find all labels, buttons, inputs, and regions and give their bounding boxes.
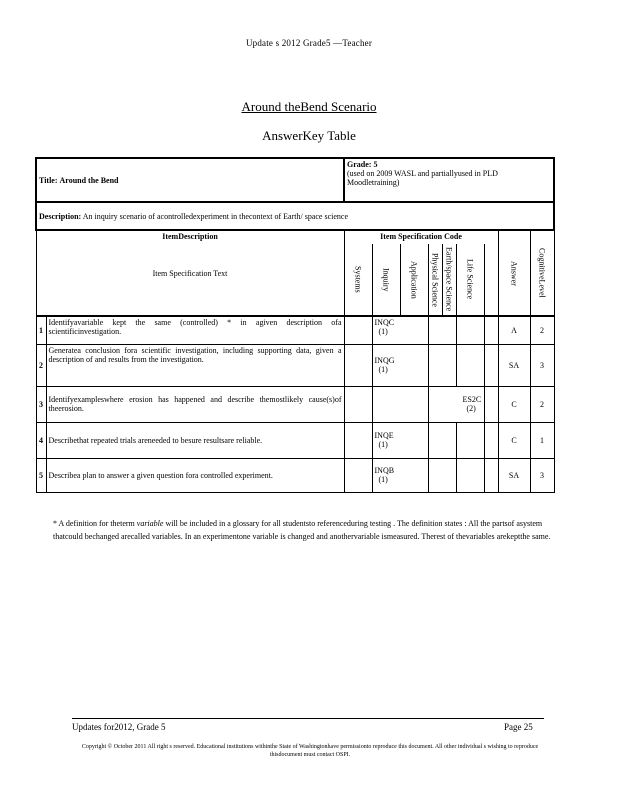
code-col-inquiry: Inquiry [372,244,400,316]
table-row [36,458,554,492]
row-life-cell [484,344,498,386]
row-answer: C [498,386,530,422]
row-life-cell [484,458,498,492]
row-earth-cell [456,344,484,386]
description-cell [36,202,554,230]
page-number: Page 25 [504,722,533,732]
row-physical-cell [428,458,456,492]
footer-rule [72,718,544,719]
grade-value: 5 [373,160,378,169]
row-systems-cell [344,422,372,458]
row-number: 4 [36,422,46,458]
row-physical-cell [428,316,456,344]
title-value: Around the Bend [59,175,119,185]
row-systems-cell [344,458,372,492]
row-number: 1 [36,316,46,344]
row-life-cell [484,316,498,344]
table-row [36,316,554,344]
row-number: 2 [36,344,46,386]
row-spec-text: Generatea conclusion fora scientific investigation, including supporting data, given a description of and results from the investigation. [46,344,344,386]
variable-definition-note: * A definition for theterm variable will be included in a glossary for all studentsto referenceduring testing . The definition states : All the partsof asystem thatcould bechanged arecalled variables. In an experimentone variable is changed and anothervariable ismeasured. Therest of thevariables arekeptthe same. [53,519,551,541]
table-row [36,386,554,422]
row-spec-text: Identifyavariable kept the same (controlled) * in agiven description ofa scientificinvestigation. [46,316,344,344]
row-level: 2 [530,386,554,422]
row-physical-cell [428,344,456,386]
row-number: 5 [36,458,46,492]
variable-term: variable [136,519,164,528]
row-answer: C [498,422,530,458]
running-header: Update s 2012 Grade5 —Teacher [245,38,373,48]
answer-header: Answer [498,230,530,316]
row-code-cell: INQC (1) [372,316,428,344]
code-col-earth-space-science: Earth/space Science [442,244,456,316]
grade-cell [344,158,554,202]
document-title: Around theBend Scenario [241,99,377,114]
table-row [36,422,554,458]
copyright-notice: Copyright © October 2011 All right s reserved. Educational institutions withinthe State of Washingtonhave permissionto reproduce this document. All other individual s wishing to reproduce thisdocument must contact OSPI. [81,744,539,758]
document-subtitle: AnswerKey Table [262,128,356,143]
code-col-application: Application [400,244,428,316]
row-spec-text: Describea plan to answer a given question fora controlled experiment. [46,458,344,492]
description-value: An inquiry scenario of acontrolledexperiment in thecontext of Earth/ space science [82,211,349,221]
item-description-title: ItemDescription [162,232,218,241]
code-col-spacer [484,244,498,316]
description-label: Description: [39,211,82,221]
footer-left: Updates for2012, Grade 5 [72,722,166,732]
row-physical-cell [428,422,456,458]
row-code-cell: INQB (1) [372,458,428,492]
row-level: 3 [530,458,554,492]
row-answer: SA [498,458,530,492]
grade-label: Grade: [347,160,372,169]
title-cell [36,158,344,202]
row-level: 1 [530,422,554,458]
cognitive-level-header: CognitiveLevel [530,230,554,316]
row-systems-cell [344,316,372,344]
row-inquiry-cell [372,386,428,422]
row-systems-cell [344,344,372,386]
code-col-life-science: Life Science [456,244,484,316]
title-row [36,158,554,202]
row-number: 3 [36,386,46,422]
item-specification-text-header: Item Specification Text [152,269,228,278]
row-systems-cell [344,386,372,422]
row-earth-cell [456,316,484,344]
item-description-header [36,230,344,316]
row-code-cell: ES2C (2) [428,386,484,422]
row-code-cell: INQE (1) [372,422,428,458]
table-row [36,344,554,386]
title-label: Title: [39,175,58,185]
row-life-cell [484,422,498,458]
header-row-1 [36,230,554,244]
row-answer: SA [498,344,530,386]
item-specification-code-header: Item Specification Code [344,230,498,244]
row-answer: A [498,316,530,344]
grade-note: (used on 2009 WASL and partiallyused in PLD Moodletraining) [347,169,498,187]
answer-key-table [35,157,555,493]
row-life-cell [484,386,498,422]
description-row [36,202,554,230]
code-col-systems: Systems [344,244,372,316]
row-earth-cell [456,458,484,492]
row-earth-cell [456,422,484,458]
row-level: 3 [530,344,554,386]
row-level: 2 [530,316,554,344]
code-col-physical-science: Physical Science [428,244,442,316]
row-code-cell: INQG (1) [372,344,428,386]
row-spec-text: Identifyexampleswhere erosion has happened and describe themostlikely cause(s)of theerosion. [46,386,344,422]
row-spec-text: Describethat repeated trials areneeded to besure resultsare reliable. [46,422,344,458]
